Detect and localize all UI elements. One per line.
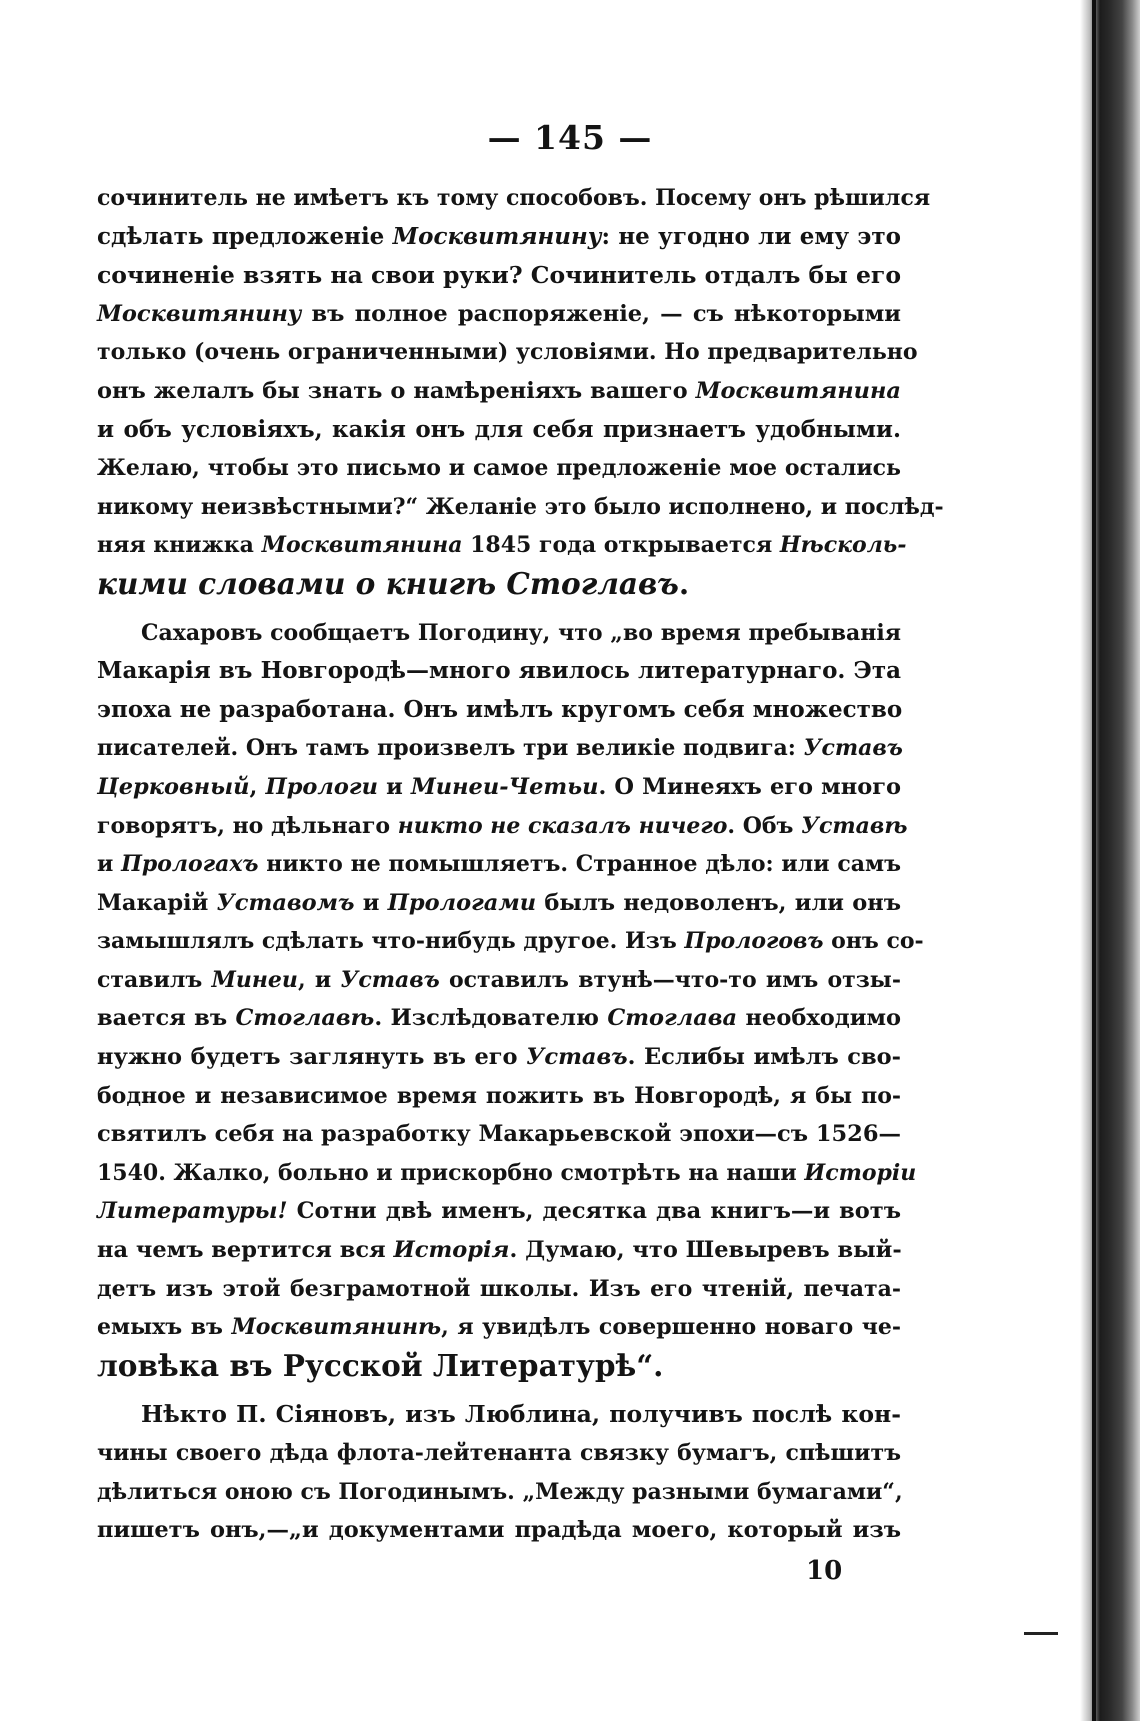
text-line [97, 256, 901, 295]
italic-title: кими словами о книгѣ Стоглавъ [97, 565, 679, 601]
italic-title: Исторіи [804, 1159, 917, 1186]
text-run: говорятъ, но дѣльнаго [97, 812, 398, 839]
text-run: . Изслѣдователю [374, 1005, 608, 1032]
text-line [97, 179, 931, 218]
text-line [97, 1038, 901, 1077]
text-run: сочиненіе взять на свои руки? Сочинитель отдалъ бы его [97, 261, 901, 290]
text-line [97, 614, 901, 653]
text-run: и [377, 773, 411, 800]
text-run: никто не помышляетъ. Странное дѣло: или самъ [258, 851, 901, 878]
text-run: нужно будетъ заглянуть въ его [97, 1044, 527, 1071]
text-run: детъ изъ этой безграмотной школы. Изъ его чтеній, печата- [97, 1275, 901, 1302]
text-run: сочинитель не имѣетъ къ тому способовъ. Посему онъ рѣшился [97, 185, 931, 211]
text-run: ставилъ [97, 966, 212, 993]
text-run: , и [297, 966, 341, 993]
text-run: сдѣлать предложеніе [97, 222, 393, 250]
text-run: былъ недоволенъ, или онъ [536, 889, 901, 916]
text-line [97, 295, 901, 334]
text-line [97, 1473, 901, 1512]
text-run: . Думаю, что Шевыревъ вый- [509, 1237, 902, 1264]
signature-mark: 10 [806, 1556, 843, 1586]
binding-edge-line [1092, 0, 1096, 1721]
italic-title: Москвитянину [97, 300, 302, 327]
text-run: пишетъ онъ,—„и документами прадѣда моего, который изъ [97, 1517, 901, 1544]
text-run: въ полное распоряженіе, — съ нѣкоторыми [301, 300, 901, 327]
text-line [97, 1231, 901, 1270]
text-line [97, 999, 901, 1038]
text-line [97, 449, 901, 488]
text-run: Макарій [97, 889, 217, 916]
text-line [97, 526, 907, 565]
body-text [97, 179, 944, 1550]
italic-title: Уставъ [340, 966, 440, 993]
text-run: : не угодно ли ему это [601, 222, 901, 250]
italic-title: Литературы! [97, 1198, 288, 1225]
text-run: на чемъ вертится вся [97, 1237, 394, 1264]
text-run: , я увидѣлъ совершенно новаго че- [441, 1314, 902, 1341]
text-line [97, 488, 944, 527]
margin-dash-mark [1024, 1632, 1058, 1635]
text-run: оставилъ втунѣ—что-то имъ отзы- [439, 966, 901, 993]
italic-title: никто не сказалъ ничего [397, 812, 728, 839]
text-run: и [97, 851, 122, 878]
italic-title: Прологовъ [684, 928, 824, 955]
text-run: замышлялъ сдѣлать что-нибудь другое. Изъ [97, 928, 685, 955]
italic-title: Уставъ [803, 735, 903, 762]
text-line [97, 1395, 901, 1434]
text-run: 1540. Жалко, больно и прискорбно смотрѣть на наши [97, 1159, 805, 1186]
italic-title: Церковный [97, 773, 250, 800]
text-run: и [354, 889, 388, 916]
text-run: дѣлиться оною съ Погодинымъ. „Между разными бумагами“, [97, 1478, 903, 1505]
text-run: бодное и независимое время пожить въ Новгородѣ, я бы по- [97, 1082, 901, 1109]
text-run: никому неизвѣстными?“ Желаніе это было исполнено, и послѣд- [97, 493, 944, 520]
text-line [97, 1434, 901, 1473]
text-line [97, 565, 901, 604]
text-run: Сотни двѣ именъ, десятка два книгъ—и вотъ [287, 1198, 901, 1225]
text-line [97, 729, 901, 768]
text-line [97, 961, 901, 1000]
italic-title: Прологами [387, 889, 537, 916]
text-run: Желаю, чтобы это письмо и самое предложеніе мое остались [97, 455, 901, 482]
italic-title: Прологахъ [121, 851, 259, 878]
text-line [97, 1154, 917, 1193]
text-run: . [678, 565, 690, 601]
text-line [97, 372, 901, 411]
text-line [97, 1308, 901, 1347]
text-run: онъ со- [823, 928, 924, 955]
text-line [97, 1192, 901, 1231]
text-run: эпоха не разработана. Онъ имѣлъ кругомъ себя множество [97, 695, 903, 723]
italic-title: Прологи [265, 773, 378, 800]
text-run: емыхъ въ [97, 1314, 232, 1341]
text-run: чины своего дѣда флота-лейтенанта связку бумагъ, спѣшитъ [97, 1440, 901, 1466]
italic-title: Минеи-Четьи [410, 773, 599, 800]
text-run: онъ желалъ бы знать о намѣреніяхъ вашего [97, 377, 696, 404]
italic-title: Уставомъ [216, 889, 355, 916]
italic-title: Нѣсколь- [779, 532, 907, 559]
text-run: только (очень ограниченными) условіями. Но предварительно [97, 339, 918, 366]
text-run: . Еслибы имѣлъ сво- [627, 1044, 901, 1071]
italic-title: Стоглавѣ [235, 1005, 375, 1032]
text-line [97, 1347, 901, 1386]
text-line [97, 1115, 901, 1154]
italic-title: Уставъ [526, 1044, 628, 1071]
text-run: вается въ [97, 1005, 236, 1032]
text-line [97, 691, 901, 730]
text-run: Макарія въ Новгородѣ—много явилось литературнаго. Эта [97, 657, 901, 685]
text-run: писателей. Онъ тамъ произвелъ три великіе подвига: [97, 735, 804, 762]
text-line [97, 845, 901, 884]
italic-title: Минеи [211, 966, 298, 993]
text-run: . Объ [727, 812, 802, 839]
text-line [97, 884, 901, 923]
text-line [97, 1077, 901, 1116]
text-line [97, 1511, 901, 1550]
text-line [97, 411, 901, 450]
italic-title: Москвитянину [392, 222, 602, 250]
text-run: 1845 года открывается [462, 532, 780, 559]
text-line [97, 1270, 901, 1309]
italic-title: Уставѣ [801, 812, 908, 839]
text-line [97, 333, 918, 372]
text-run: Нѣкто П. Сіяновъ, изъ Люблина, получивъ послѣ кон- [141, 1400, 901, 1429]
text-run: , [249, 773, 266, 800]
text-run: святилъ себя на разработку Макарьевской эпохи—съ 1526— [97, 1121, 901, 1148]
text-run: и объ условіяхъ, какія онъ для себя признаетъ удобными. [97, 415, 901, 443]
text-line [97, 218, 901, 257]
binding-edge-shadow [1080, 0, 1140, 1721]
italic-title: Москвитянина [261, 532, 463, 559]
italic-title: Москвитянинѣ [231, 1314, 442, 1341]
page-number-header: — 145 — [487, 118, 653, 157]
text-run: необходимо [737, 1005, 901, 1032]
italic-title: Стоглава [607, 1005, 738, 1032]
text-line [97, 652, 901, 691]
text-line [97, 768, 901, 807]
text-run: ловѣка въ Русской Литературѣ“. [97, 1347, 664, 1383]
italic-title: Исторія [393, 1237, 510, 1264]
text-run: . О Минеяхъ его много [598, 773, 901, 800]
text-run: Сахаровъ сообщаетъ Погодину, что „во время пребыванія [141, 619, 901, 646]
text-run: няя книжка [97, 532, 262, 559]
text-line [97, 807, 908, 846]
italic-title: Москвитянина [695, 377, 901, 404]
text-line [97, 922, 924, 961]
